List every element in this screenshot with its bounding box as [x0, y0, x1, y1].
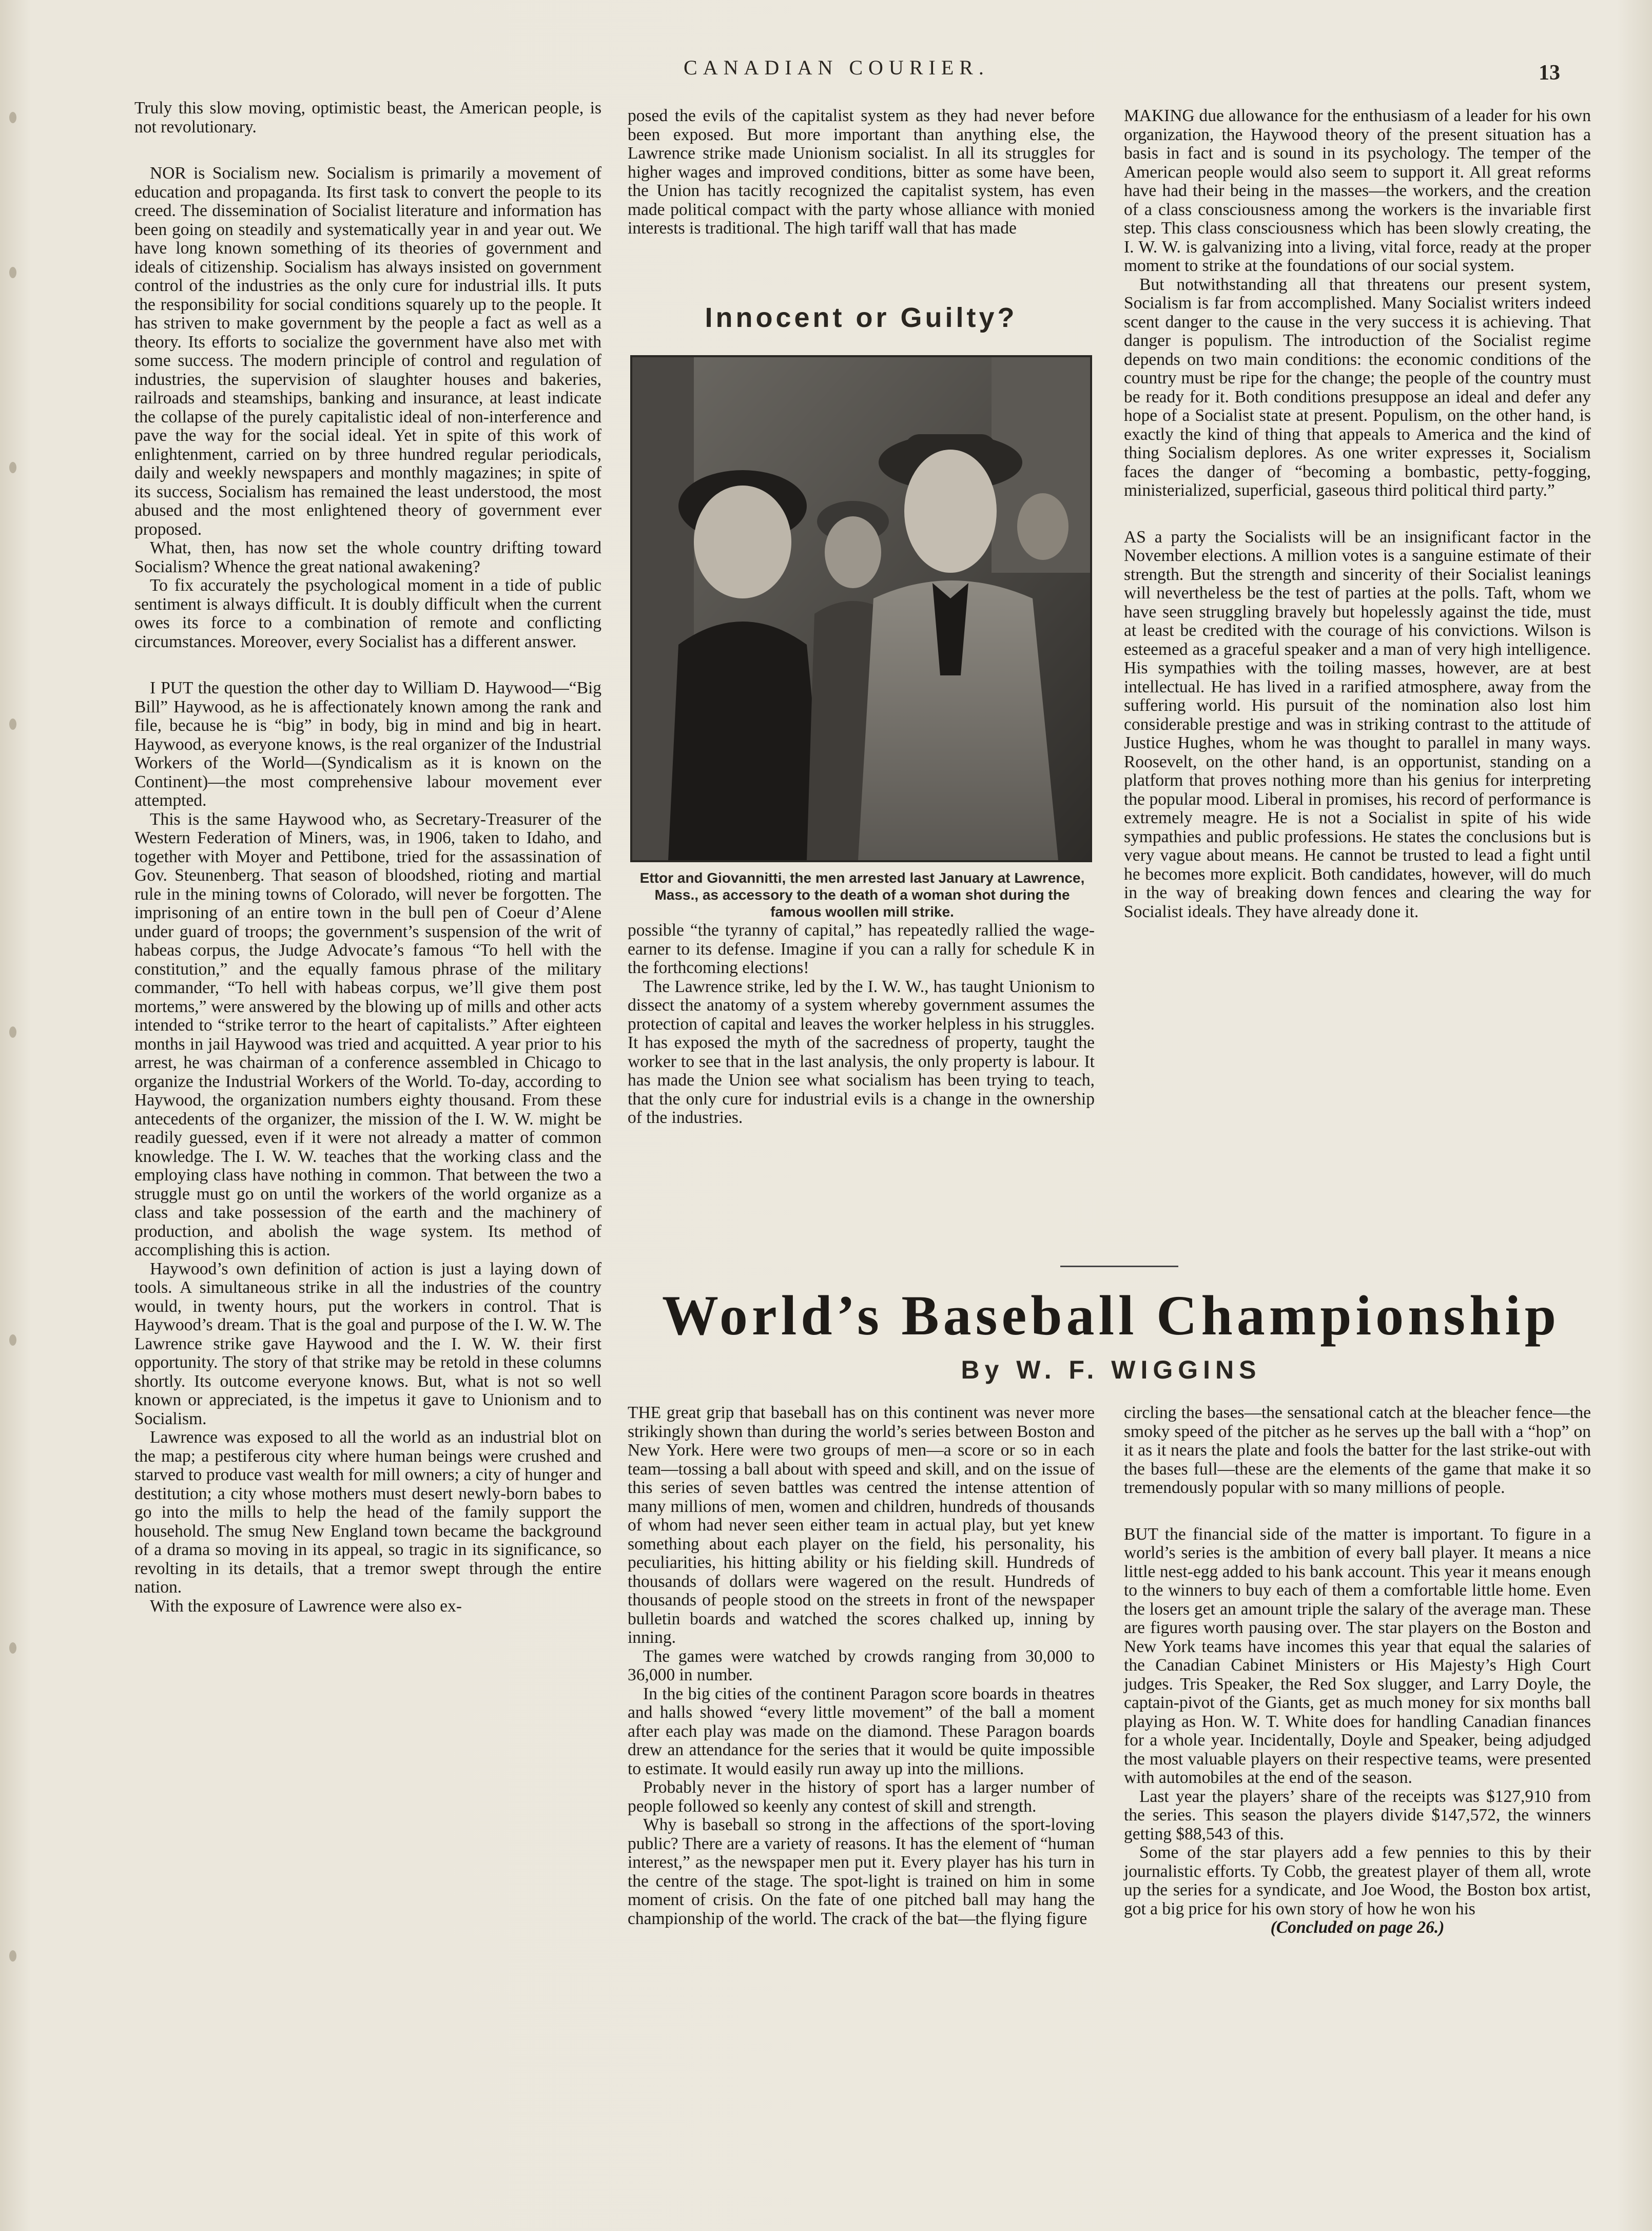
paragraph: This is the same Haywood who, as Secretary-Treasurer of the Western Federation of Miners, was, in 1906, taken to Idaho, and together with Moyer and Pettibone, tried for the assassination of Gov. Steunenberg. That season of bloodshed, rioting and martial rule in the mining towns of Colorado, will never be forgotten. The imprisoning of an entire town in the bull pen of Coeur d’Alene under guard of troops; the government’s suspension of the writ of habeas corpus, the Judge Advocate’s famous “To hell with the constitution,” and the equally famous phrase of the military commander, “To hell with habeas corpus, we’ll give them post mortems,” were answered by the blowing up of mills and other acts intended to “strike terror to the heart of capitalists.” After eighteen months in jail Haywood was tried and acquitted. A year prior to his arrest, he was chairman of a conference assembled in Chicago to organize the Industrial Workers of the World. To-day, according to Haywood, the organization numbers eighty thousand. From these antecedents of the organizer, the mission of the I. W. W. might be readily guessed, even if it were not already a matter of common knowledge. The I. W. W. teaches that the working class and the employing class have nothing in common. That between the two a struggle must go on until the workers of the world organize as a class and take possession of the earth and the machinery of production, and abolish the wage system. Its method of accomplishing this is action. — [134, 809, 601, 1259]
left-column — [134, 99, 601, 1616]
paragraph: THE great grip that baseball has on this continent was never more strikingly shown than during the world’s series between Boston and New York. Here were two groups of men—a score or so in each team—tossing a ball about with speed and skill, and on the issue of this series of seven battles was centred the intense attention of many millions of men, women and children, hundreds of thousands of whom had never seen either team in actual play, but yet knew something about each player on the field, his personality, his peculiarities, his hitting ability or his fielding skill. Hundreds of thousands of dollars were wagered on the result. Hundreds of thousands of people stood on the streets in front of the newspaper bulletin boards and watched the scores chalked up, inning by inning. — [628, 1403, 1095, 1647]
paragraph: NOR is Socialism new. Socialism is primarily a movement of education and propaganda. Its first task to convert the people to its creed. The dissemination of Socialist literature and information has been going on steadily and systematically year in and year out. We have long known something of its theories of government and ideals of citizenship. Socialism has always insisted on government control of the industries as the only cure for industrial ills. It puts the responsibility for social conditions squarely up to the people. It has striven to make government by the people a fact as well as a theory. Its efforts to socialize the government have also met with some success. The modern principle of control and regulation of industries, the supervision of slaughter houses and bakeries, railroads and steamships, banking and insurance, at least indicate the collapse of the purely capitalistic ideal of non-interference and pave the way for the social ideal. Yet in spite of this work of enlightenment, carried on by three hundred regular periodicals, daily and weekly newspapers and monthly magazines; in spite of its success, Socialism has remained the least understood, the most abused and the most enlightened theory of government ever proposed. — [134, 164, 601, 539]
running-header: CANADIAN COURIER. — [684, 56, 989, 79]
article-column-right — [1124, 1404, 1591, 1937]
subheading: Innocent or Guilty? — [705, 302, 1018, 333]
paragraph: Last year the players’ share of the receipts was $127,910 from the series. This season the players divide $147,572, the winners getting $88,543 of this. — [1124, 1787, 1591, 1844]
paragraph: The games were watched by crowds ranging from 30,000 to 36,000 in number. — [628, 1646, 1095, 1684]
paragraph: To fix accurately the psychological moment in a tide of public sentiment is always difficult. It is doubly difficult when the current owes its force to a combination of remote and conflicting circumstances. Moreover, every Socialist has a different answer. — [134, 576, 601, 651]
paragraph: AS a party the Socialists will be an insignificant factor in the November elections. A million votes is a sanguine estimate of their strength. But the strength and sincerity of their Socialist leanings will nevertheless be the test of parties at the polls. Taft, whom we have seen struggling bravely but hopelessly against the tide, must at least be credited with the courage of his convictions. Wilson is esteemed as a graceful speaker and a man of very high intelligence. His sympathies with the toiling masses, however, are at best intellectual. He has lived in a rarified atmosphere, away from the suffering world. His pursuit of the nomination also lost him considerable prestige and was in striking contrast to the attitude of Justice Hughes, whom he was thought to parallel in many ways. Roosevelt, on the other hand, is an opportunist, standing on a platform that proves nothing more than his genius for interpreting the popular mood. Liberal in promises, his record of performance is extremely meagre. He is not a Socialist in spite of his wide sympathies and public professions. He states the conclusions but is very vague about means. He cannot be trusted to lead a fight until he becomes more explicit. Both candidates, however, will do much in the way of breaking down fences and clearing the way for Socialist ideals. They have already done it. — [1124, 527, 1591, 921]
paragraph: But notwithstanding all that threatens our present system, Socialism is far from accomplished. Many Socialist writers indeed scent danger to the cause in the very success it is achieving. That danger is populism. The introduction of the Socialist regime depends on two main conditions: the economic conditions of the country must be ripe for the change; the people of the country must be ready for it. Both conditions presuppose an ideal and defer any hope of a Socialist state at present. Populism, on the other hand, is exactly the kind of thing that appeals to America and the kind of thing Socialism deplores. As one writer expresses it, Socialism faces the danger of “becoming a bombastic, petty-fogging, ministerialized, superficial, gaseous third political third party.” — [1124, 275, 1591, 500]
paragraph: In the big cities of the continent Paragon score boards in theatres and halls showed “every little movement” of the ball a moment after each play was made on the diamond. These Paragon boards drew an attendance for the series that it would be quite impossible to estimate. It would easily run away up into the millions. — [628, 1684, 1095, 1778]
article-headline: World’s Baseball Championship — [662, 1284, 1561, 1347]
photograph — [630, 355, 1092, 862]
paragraph: Truly this slow moving, optimistic beast, the American people, is not revolutionary. — [134, 99, 601, 137]
page-number: 13 — [1539, 61, 1560, 85]
paragraph: The Lawrence strike, led by the I. W. W., has taught Unionism to dissect the anatomy of a system whereby government assumes the protection of capital and leaves the worker helpless in his struggles. It has exposed the myth of the sacredness of property, taught the worker to see that in the last analysis, the only property is labour. It has made the Union see what socialism has been trying to teach, that the only cure for industrial evils is a change in the ownership of the industries. — [628, 977, 1095, 1127]
paragraph: posed the evils of the capitalist system as they had never before been exposed. But more important than anything else, the Lawrence strike made Unionism socialist. In all its struggles for higher wages and improved conditions, bitter as some have been, the Union has tacitly recognized the capitalist system, has even made political compact with the party whose alliance with monied interests is traditional. The high tariff wall that has made — [628, 106, 1095, 238]
paragraph: MAKING due allowance for the enthusiasm of a leader for his own organization, the Haywood theory of the present situation has a basis in fact and is sound in its psychology. The temper of the American people would also seem to support it. All great reforms have had their being in the masses—the workers, and the creation of a class consciousness among the workers is the invariable first step. This class consciousness which has been slowly creating, the I. W. W. is galvanizing into a living, vital force, ready at the proper moment to strike at the foundations of our social system. — [1124, 106, 1591, 275]
article-byline: By W. F. WIGGINS — [961, 1355, 1261, 1384]
middle-column-bottom — [628, 921, 1095, 1128]
paragraph: Why is baseball so strong in the affections of the sport-loving public? There are a variety of reasons. It has the element of “human interest,” as the newspaper men put it. Every player has his turn in the centre of the stage. The spot-light is trained on him in some moment of crisis. On the fate of one pitched ball may hang the championship of the world. The crack of the bat—the flying figure — [628, 1815, 1095, 1928]
photo-figures-icon — [632, 357, 1090, 860]
right-column — [1124, 107, 1591, 921]
paragraph: Haywood’s own definition of action is just a laying down of tools. A simultaneous strike in all the industries of the country would, in twenty hours, put the workers in control. That is Haywood’s dream. That is the goal and purpose of the I. W. W. The Lawrence strike gave Haywood and the I. W. W. their first opportunity. The story of that strike may be retold in these columns shortly. Its outcome everyone knows. But, what is not so well known or appreciated, is the impetus it gave to Unionism and to Socialism. — [134, 1259, 601, 1428]
article-column-left — [628, 1404, 1095, 1928]
paragraph: Probably never in the history of sport has a larger number of people followed so keenly any contest of skill and strength. — [628, 1778, 1095, 1816]
paragraph: Some of the star players add a few pennies to this by their journalistic efforts. Ty Cobb, the greatest player of them all, wrote up the series for a syndicate, and Joe Wood, the Boston box artist, got a big price for his own story of how he won his — [1124, 1843, 1591, 1918]
paragraph: circling the bases—the sensational catch at the bleacher fence—the smoky speed of the pitcher as he serves up the ball with a “hop” on it as it nears the plate and fools the batter for the last strike-out with the bases full—these are the elements of the game that make it so tremendously popular with so many millions of people. — [1124, 1403, 1591, 1497]
paragraph: possible “the tyranny of capital,” has repeatedly rallied the wage-earner to its defense. Imagine if you can a rally for schedule K in the forthcoming elections! — [628, 921, 1095, 977]
divider — [1060, 1266, 1178, 1267]
middle-column-top — [628, 107, 1095, 238]
paragraph: Lawrence was exposed to all the world as an industrial blot on the map; a pestiferous city where human beings were crushed and starved to produce vast wealth for mill owners; a city of hunger and destitution; a city whose mothers must desert newly-born babes to go into the mills to help the head of the family support the household. The smug New England town became the background of a drama so moving in its appeal, so tragic in its significance, so revolting in its details, that a tremor swept through the entire nation. — [134, 1428, 601, 1597]
paragraph: I PUT the question the other day to William D. Haywood—“Big Bill” Haywood, as he is affectionately known among the rank and file, because he is “big” in body, big in mind and big in heart. Haywood, as everyone knows, is the real organizer of the Industrial Workers of the World—(Syndicalism as it is known on the Continent)—the most comprehensive labour movement ever attempted. — [134, 678, 601, 810]
paragraph: What, then, has now set the whole country drifting toward Socialism? Whence the great national awakening? — [134, 538, 601, 576]
continuation-note: (Concluded on page 26.) — [1270, 1918, 1445, 1937]
photo-caption: Ettor and Giovannitti, the men arrested last January at Lawrence, Mass., as accessory to the death of a woman shot during the famous woollen mill strike. — [639, 870, 1085, 920]
paragraph: BUT the financial side of the matter is important. To figure in a world’s series is the ambition of every ball player. It means a nice little nest-egg added to his bank account. This year it means enough to the winners to buy each of them a comfortable little home. Even the losers get an amount triple the salary of the average man. These are figures worth pausing over. The star players on the Boston and New York teams have incomes this year that equal the salaries of the Canadian Cabinet Ministers or His Majesty’s High Court judges. Tris Speaker, the Red Sox slugger, and Larry Doyle, the captain-pivot of the Giants, get as much money for six months ball playing as Hon. W. T. White does for handling Canadian finances for a whole year. Incidentally, Doyle and Speaker, being adjudged the most valuable players on their respective teams, were presented with automobiles at the end of the season. — [1124, 1524, 1591, 1787]
paragraph: With the exposure of Lawrence were also ex- — [150, 1596, 462, 1616]
